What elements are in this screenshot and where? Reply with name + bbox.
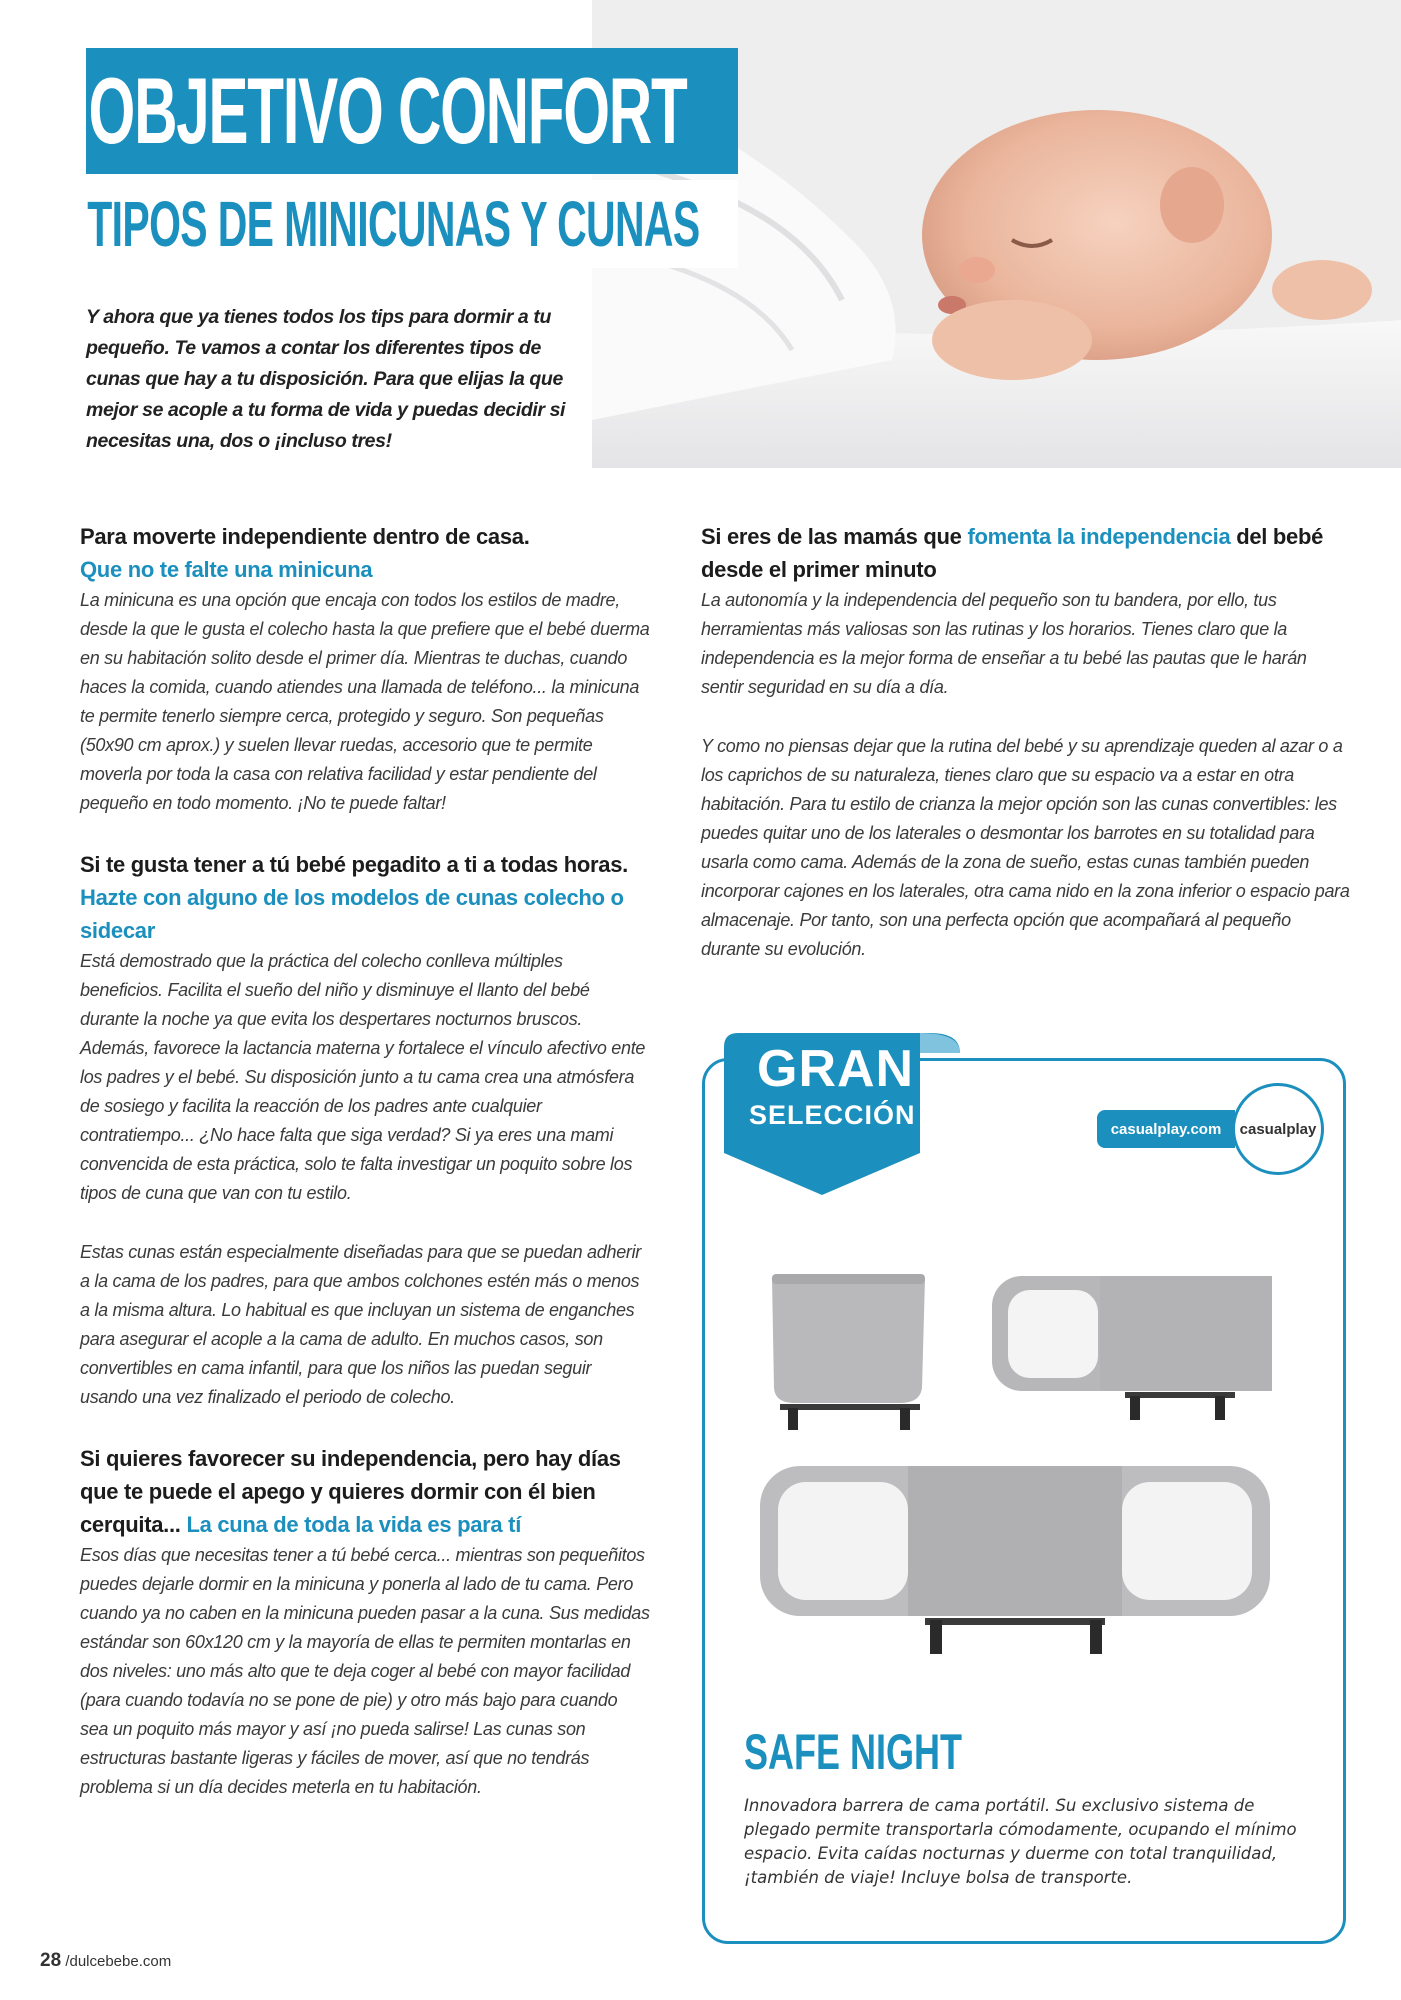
independencia-heading-post: del bebé desde el primer minuto: [701, 524, 1324, 582]
safe-night-product-image: [760, 1268, 1290, 1668]
page-title: OBJETIVO CONFORT: [88, 58, 687, 163]
brand-logo: casualplay: [1232, 1083, 1324, 1175]
product-half-open-view: [992, 1276, 1272, 1420]
cuna-heading-text: Si quieres favorecer su independencia, pero hay días que te puede el apego y quieres dormir con él bien cerquita...: [80, 1446, 621, 1537]
minicuna-body: La minicuna es una opción que encaja con todos los estilos de madre, desde la que le gusta el colecho hasta la que prefiere que el bebé duerma en su habitación solito desde el primer día. Mientras te duchas, cuando haces la comida, cuando atiendes una llamada de teléfono... la minicuna te permite tenerlo siempre cerca, protegido y seguro. Son pequeñas (50x90 cm aprox.) y suelen llevar ruedas, accesorio que te permite moverla por toda la casa con relativa facilidad y estar pendiente del pequeño en todo momento. ¡No te puede faltar!: [80, 590, 650, 813]
minicuna-heading: Para moverte independiente dentro de casa.: [80, 524, 530, 549]
minicuna-highlight: Que no te falte una minicuna: [80, 557, 373, 582]
independencia-body-1: La autonomía y la independencia del pequeño son tu bandera, por ello, tus herramientas más valiosas son las rutinas y los horarios. Tienes claro que la independencia es la mejor forma de enseñar a tu bebé las pautas que le harán sentir seguridad en su día a día.: [701, 590, 1307, 697]
independencia-heading-pre: Si eres de las mamás que: [701, 524, 962, 549]
product-folded-view: [772, 1274, 925, 1430]
title-banner: [86, 48, 738, 174]
page-subtitle: TIPOS DE MINICUNAS Y CUNAS: [87, 188, 700, 260]
colecho-highlight: Hazte con alguno de los modelos de cunas colecho o sidecar: [80, 885, 624, 943]
cuna-heading: [80, 1442, 650, 1541]
cuna-body: Esos días que necesitas tener a tú bebé cerca... mientras son pequeñitos puedes dejarle dormir en la minicuna y ponerla al lado de tu cama. Pero cuando ya no caben en la minicuna pueden pasar a la cuna. Sus medidas estándar son 60x120 cm y la mayoría de ellas te permiten montarlas en dos niveles: uno más alto que te deja coger al bebé con mayor facilidad (para cuando todavía no se pone de pie) y otro más bajo para cuando sea un poquito más mayor y así ¡no pueda salirse! Las cunas son estructuras bastante ligeras y fáciles de mover, así que no tendrás problema si un día decides meterla en tu habitación.: [80, 1545, 650, 1797]
footer-site: /dulcebebe.com: [65, 1953, 172, 1970]
product-open-view: [760, 1466, 1270, 1654]
page-number: 28: [40, 1950, 62, 1971]
colecho-body-1: Está demostrado que la práctica del colecho conlleva múltiples beneficios. Facilita el sueño del niño y disminuye el llanto del bebé durante la noche ya que evita los despertares nocturnos bruscos. Además, favorece la lactancia materna y fortalece el vínculo afectivo ente los padres y el bebé. Su disposición junto a tu cama crea una atmósfera de sosiego y facilita la reacción de los padres ante cualquier contratiempo... ¿No hace falta que siga verdad? Si ya eres una mami convencida de esta práctica, solo te falta investigar un poquito sobre los tipos de cuna que van con tu estilo.: [80, 951, 646, 1203]
subtitle-banner: [86, 180, 738, 268]
page-footer: [40, 1950, 171, 1972]
independencia-highlight: fomenta la independencia: [967, 524, 1231, 549]
left-column: [80, 520, 650, 1802]
right-column: [701, 520, 1351, 964]
independencia-body-2: Y como no piensas dejar que la rutina del bebé y su aprendizaje queden al azar o a los caprichos de su naturaleza, tienes claro que su espacio va a estar en otra habitación. Para tu estilo de crianza la mejor opción son las cunas convertibles: les puedes quitar uno de los laterales o desmontar los barrotes en su totalidad para usarla como cama. Además de la zona de sueño, estas cunas también pueden incorporar cajones en los laterales, otra cama nido en la zona inferior o espacio para almacenaje. Por tanto, son una perfecta opción que acompañará al pequeño durante su evolución.: [701, 736, 1350, 959]
independencia-heading: [701, 520, 1351, 586]
product-description: Innovadora barrera de cama portátil. Su exclusivo sistema de plegado permite transportarla cómodamente, ocupando el mínimo espacio. Evita caídas nocturnas y duerme con total tranquilidad, ¡también de viaje! Incluye bolsa de transporte.: [744, 1796, 1297, 1887]
brand-url-link[interactable]: casualplay.com: [1097, 1110, 1235, 1148]
intro-paragraph: Y ahora que ya tienes todos los tips para dormir a tu pequeño. Te vamos a contar los diferentes tipos de cunas que hay a tu disposición. Para que elijas la que mejor se acople a tu forma de vida y puedas decidir si necesitas una, dos o ¡incluso tres!: [86, 306, 566, 452]
colecho-body-2: Estas cunas están especialmente diseñadas para que se puedan adherir a la cama de los padres, para que ambos colchones estén más o menos a la misma altura. Lo habitual es que incluyan un sistema de enganches para asegurar el acople a la cama de adulto. En muchos casos, son convertibles en cama infantil, para que los niños las puedan seguir usando una vez finalizado el periodo de colecho.: [80, 1242, 641, 1407]
product-name: SAFE NIGHT: [744, 1724, 963, 1780]
badge-line-2: SELECCIÓN: [749, 1100, 916, 1130]
cuna-highlight: La cuna de toda la vida es para tí: [186, 1512, 522, 1537]
colecho-heading: Si te gusta tener a tú bebé pegadito a ti a todas horas.: [80, 852, 628, 877]
badge-line-1: GRAN: [757, 1040, 915, 1098]
